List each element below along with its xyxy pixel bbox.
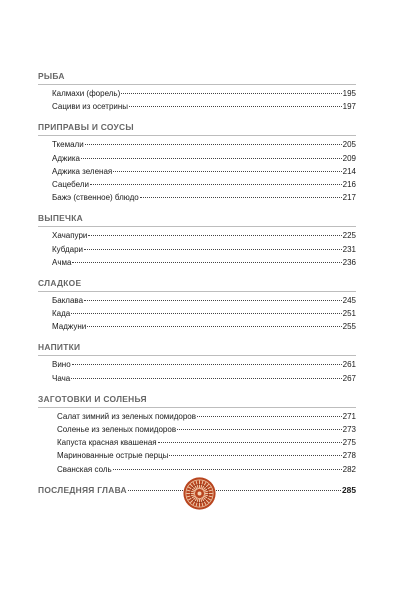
leader-dots	[71, 313, 341, 314]
toc-entry[interactable]	[38, 191, 356, 204]
entry-page-number: 271	[342, 411, 356, 421]
toc-entry[interactable]	[38, 100, 356, 113]
entry-page-number: 231	[342, 244, 356, 254]
entry-page-number: 278	[342, 451, 356, 461]
section-heading: РЫБА	[38, 69, 356, 85]
toc-section	[38, 69, 356, 113]
entry-page-number: 282	[342, 464, 356, 474]
entry-page-number: 245	[342, 295, 356, 305]
leader-dots	[90, 184, 342, 185]
toc-entry[interactable]	[38, 320, 356, 333]
entry-title: Бажэ (ственное) блюдо	[52, 193, 139, 203]
section-heading: ЗАГОТОВКИ И СОЛЕНЬЯ	[38, 392, 356, 408]
entry-page-number: 255	[342, 322, 356, 332]
leader-dots	[85, 144, 342, 145]
toc-section	[38, 340, 356, 384]
leader-dots	[140, 197, 342, 198]
entry-title: Маринованные острые перцы	[57, 451, 169, 461]
toc-entry[interactable]	[38, 449, 356, 462]
entry-page-number: 251	[342, 309, 356, 319]
section-heading: НАПИТКИ	[38, 340, 356, 356]
entry-page-number: 214	[342, 166, 356, 176]
toc-section	[38, 211, 356, 269]
entry-title: Аджика зеленая	[52, 166, 113, 176]
entry-title: Када	[52, 309, 71, 319]
final-chapter-page: 285	[342, 484, 356, 495]
toc-entry[interactable]	[38, 294, 356, 307]
entry-title: Хачапури	[52, 231, 88, 241]
entry-page-number: 205	[342, 140, 356, 150]
section-heading: ПРИПРАВЫ И СОУСЫ	[38, 120, 356, 136]
entry-page-number: 273	[342, 425, 356, 434]
leader-dots	[113, 171, 341, 172]
leader-dots	[88, 235, 341, 236]
entry-page-number: 197	[342, 102, 356, 112]
entry-page-number: 195	[342, 89, 356, 98]
entry-title: Сацебели	[52, 179, 89, 189]
leader-dots	[84, 300, 342, 301]
entry-title: Соленье из зеленых помидоров	[57, 425, 177, 434]
entry-title: Салат зимний из зеленых помидоров	[57, 411, 197, 421]
toc-entry[interactable]	[38, 410, 356, 423]
toc-section	[38, 120, 356, 204]
toc-entry[interactable]	[38, 372, 356, 385]
section-heading: ВЫПЕЧКА	[38, 211, 356, 227]
toc-entry[interactable]	[38, 87, 356, 100]
leader-dots	[121, 93, 341, 94]
entry-page-number: 267	[342, 373, 356, 383]
toc-sections	[38, 69, 356, 476]
entry-page-number: 225	[342, 231, 356, 241]
toc-entry[interactable]	[38, 423, 356, 436]
toc-entry[interactable]	[38, 152, 356, 165]
leader-dots	[72, 364, 342, 365]
toc-entry[interactable]	[38, 358, 356, 371]
leader-dots	[197, 416, 342, 417]
table-of-contents	[38, 69, 356, 497]
toc-entry[interactable]	[38, 463, 356, 476]
entry-page-number: 209	[342, 153, 356, 163]
leader-dots	[169, 455, 341, 456]
entry-title: Сациви из осетрины	[52, 102, 129, 112]
leader-dots	[177, 429, 342, 430]
entry-title: Капуста красная квашеная	[57, 438, 157, 448]
leader-dots	[72, 262, 341, 263]
toc-section	[38, 392, 356, 476]
entry-title: Калмахи (форель)	[52, 89, 121, 98]
toc-entry[interactable]	[38, 256, 356, 269]
entry-page-number: 275	[342, 438, 356, 448]
leader-dots	[87, 326, 341, 327]
leader-dots	[129, 106, 342, 107]
toc-entry[interactable]	[38, 165, 356, 178]
toc-entry[interactable]	[38, 178, 356, 191]
leader-dots	[81, 158, 342, 159]
toc-entry[interactable]	[38, 138, 356, 151]
entry-page-number: 216	[342, 179, 356, 189]
entry-title: Маджуни	[52, 322, 87, 332]
toc-entry[interactable]	[38, 436, 356, 449]
entry-title: Ачма	[52, 257, 72, 267]
toc-entry[interactable]	[38, 243, 356, 256]
toc-entry[interactable]	[38, 307, 356, 320]
entry-title: Баклава	[52, 295, 84, 305]
leader-dots	[84, 249, 342, 250]
entry-title: Чача	[52, 373, 71, 383]
entry-title: Вино	[52, 360, 71, 370]
section-heading: СЛАДКОЕ	[38, 276, 356, 292]
entry-page-number: 217	[342, 193, 356, 203]
leader-dots	[71, 378, 341, 379]
toc-section	[38, 276, 356, 334]
entry-page-number: 236	[342, 257, 356, 267]
decorative-rosette-icon	[183, 477, 216, 510]
toc-entry[interactable]	[38, 229, 356, 242]
final-chapter-label: ПОСЛЕДНЯЯ ГЛАВА	[38, 484, 127, 495]
leader-dots	[158, 442, 342, 443]
entry-title: Аджика	[52, 153, 80, 163]
entry-title: Ткемали	[52, 140, 84, 150]
entry-title: Сванская соль	[57, 464, 112, 474]
leader-dots	[113, 469, 342, 470]
leader-dots	[128, 490, 341, 491]
entry-page-number: 261	[342, 360, 356, 370]
entry-title: Кубдари	[52, 244, 84, 254]
